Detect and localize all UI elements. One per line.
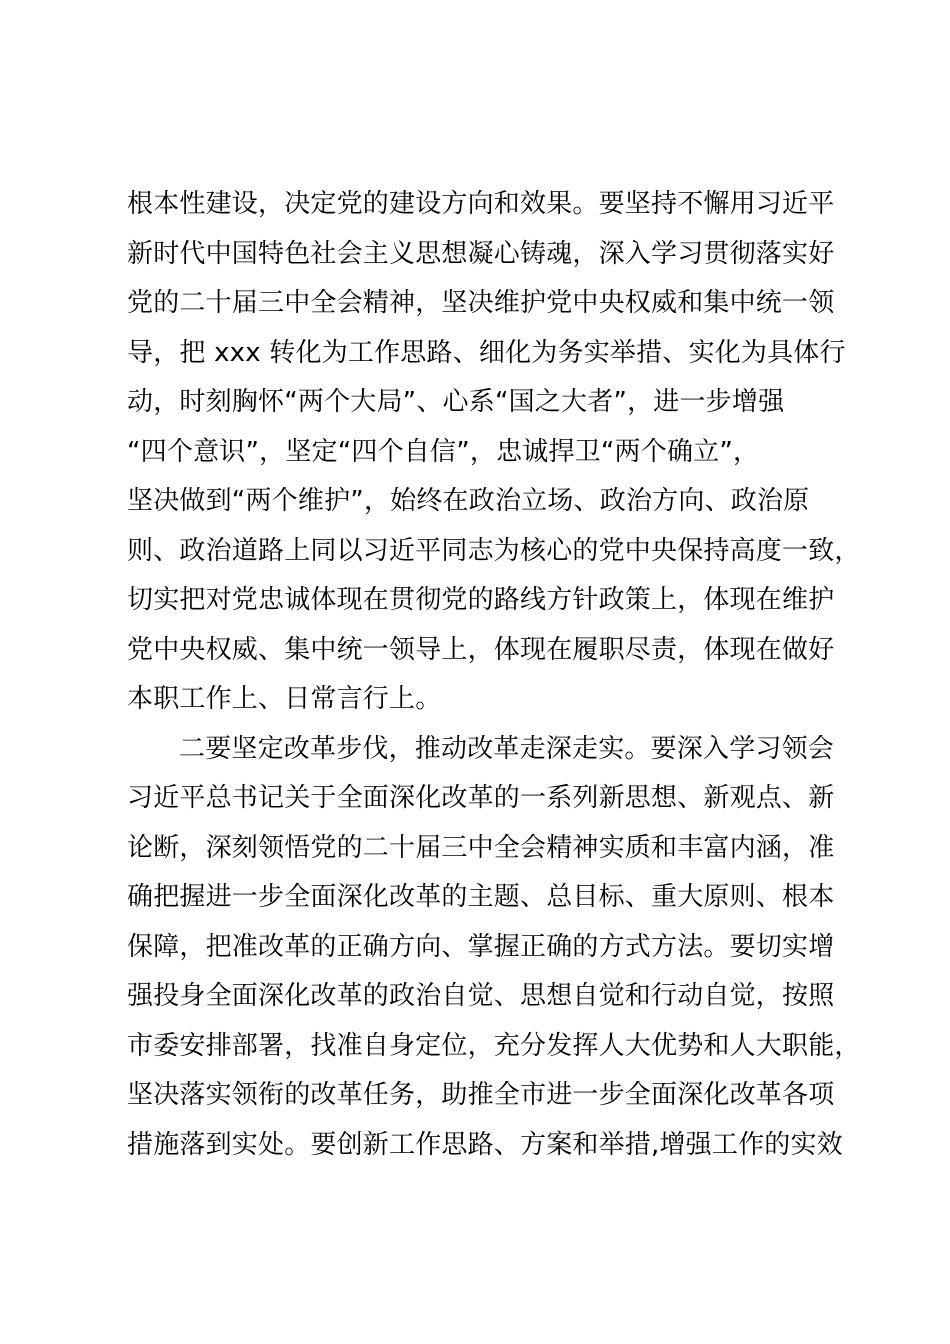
text-line: 坚决做到“两个维护”，始终在政治立场、政治方向、政治原 <box>127 486 810 516</box>
text-line: 本职工作上、日常言行上。 <box>127 684 442 714</box>
text-line: 保障，把准改革的正确方向、掌握正确的方式方法。要切实增 <box>127 931 835 962</box>
text-line: 坚决落实领衔的改革任务，助推全市进一步全面深化改革各项 <box>127 1080 835 1110</box>
paragraph-start-line: 二要坚定改革步伐，推动改革走深走实。要深入学习领会 <box>179 733 835 764</box>
text-line: 则、政治道路上同以习近平同志为核心的党中央保持高度一致， <box>127 535 861 566</box>
text-line: 导，把 xxx 转化为工作思路、细化为务实举措、实化为具体行 <box>127 337 846 368</box>
text-line: 论断，深刻领悟党的二十届三中全会精神实质和丰富内涵，准 <box>127 832 835 863</box>
text-line: 动，时刻胸怀“两个大局”、心系“国之大者”，进一步增强 <box>127 387 785 417</box>
text-line: “四个意识”，坚定“四个自信”，忠诚捍卫“两个确立”， <box>127 436 760 467</box>
text-line: 党的二十届三中全会精神，坚决维护党中央权威和集中统一领 <box>127 288 835 318</box>
text-line: 党中央权威、集中统一领导上，体现在履职尽责，体现在做好 <box>127 634 835 665</box>
text-line: 习近平总书记关于全面深化改革的一系列新思想、新观点、新 <box>127 783 835 813</box>
text-line: 市委安排部署，找准自身定位，充分发挥人大优势和人大职能， <box>127 1030 861 1061</box>
text-line: 措施落到实处。要创新工作思路、方案和举措,增强工作的实效 <box>127 1129 843 1160</box>
text-line: 确把握进一步全面深化改革的主题、总目标、重大原则、根本 <box>127 882 835 912</box>
text-line: 根本性建设，决定党的建设方向和效果。要坚持不懈用习近平 <box>127 189 835 219</box>
text-line: 新时代中国特色社会主义思想凝心铸魂，深入学习贯彻落实好 <box>127 238 835 269</box>
document-body <box>127 180 867 1170</box>
text-line: 切实把对党忠诚体现在贯彻党的路线方针政策上，体现在维护 <box>127 585 835 615</box>
text-line: 强投身全面深化改革的政治自觉、思想自觉和行动自觉，按照 <box>127 981 835 1011</box>
